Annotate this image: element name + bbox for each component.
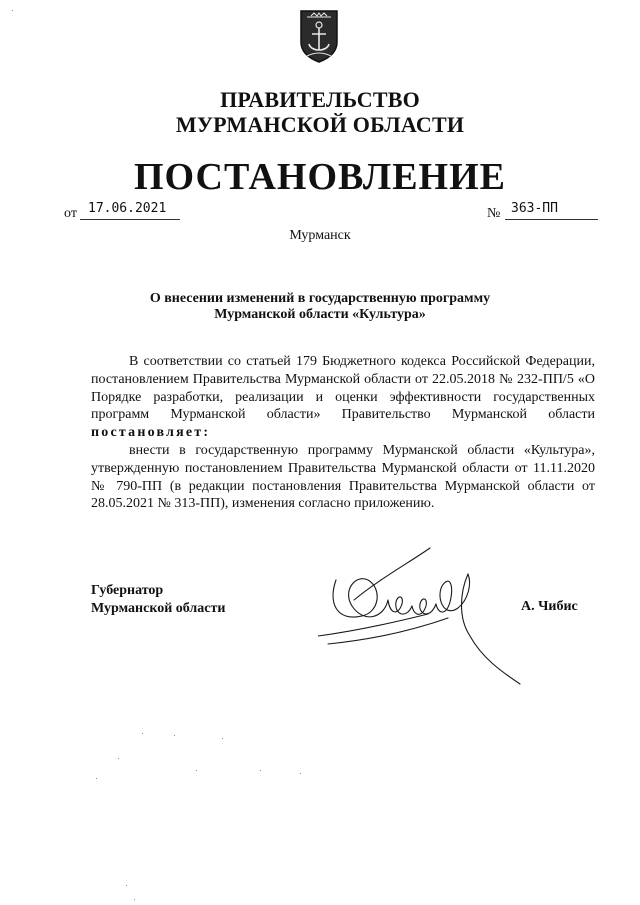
handwritten-signature <box>318 540 533 690</box>
city-name: Мурманск <box>289 228 351 243</box>
resolution-verb: постановляет: <box>91 425 211 441</box>
subject-line1: О внесении изменений в государственную программу <box>149 291 491 306</box>
body-paragraph-1 <box>91 353 595 442</box>
org-name-line1: ПРАВИТЕЛЬСТВО <box>220 87 420 112</box>
signatory-title-line1: Губернатор <box>91 583 164 598</box>
number-prefix: № <box>487 206 501 221</box>
document-date: 17.06.2021 <box>80 201 180 220</box>
document-number: 363-ПП <box>505 201 598 220</box>
subject-line2: Мурманской области «Культура» <box>214 307 426 322</box>
document-type-title: ПОСТАНОВЛЕНИЕ <box>133 156 507 198</box>
coat-of-arms-icon <box>297 8 341 63</box>
org-name-line2: МУРМАНСКОЙ ОБЛАСТИ <box>175 112 465 137</box>
paragraph-1-text: В соответствии со статьей 179 Бюджетного кодекса Российской Федерации, постановлением Правительства Мурманской области от 22.05.2018 № 232-ПП/5 «О Порядке разработки, реализации и оценки эффективности государственных программ Мурманской области» Правительство Мурманской области <box>91 354 595 423</box>
body-paragraph-2: внести в государственную программу Мурманской области «Культура», утвержденную постановлением Правительства Мурманской области от 11.11.2020 № 790-ПП (в редакции постановления Правительства Мурманской области от 28.05.2021 № 313-ПП), изменения согласно приложению. <box>91 443 595 512</box>
signatory-title-line2: Мурманской области <box>91 601 226 616</box>
signatory-name: А. Чибис <box>521 599 578 614</box>
date-prefix: от <box>64 206 77 221</box>
